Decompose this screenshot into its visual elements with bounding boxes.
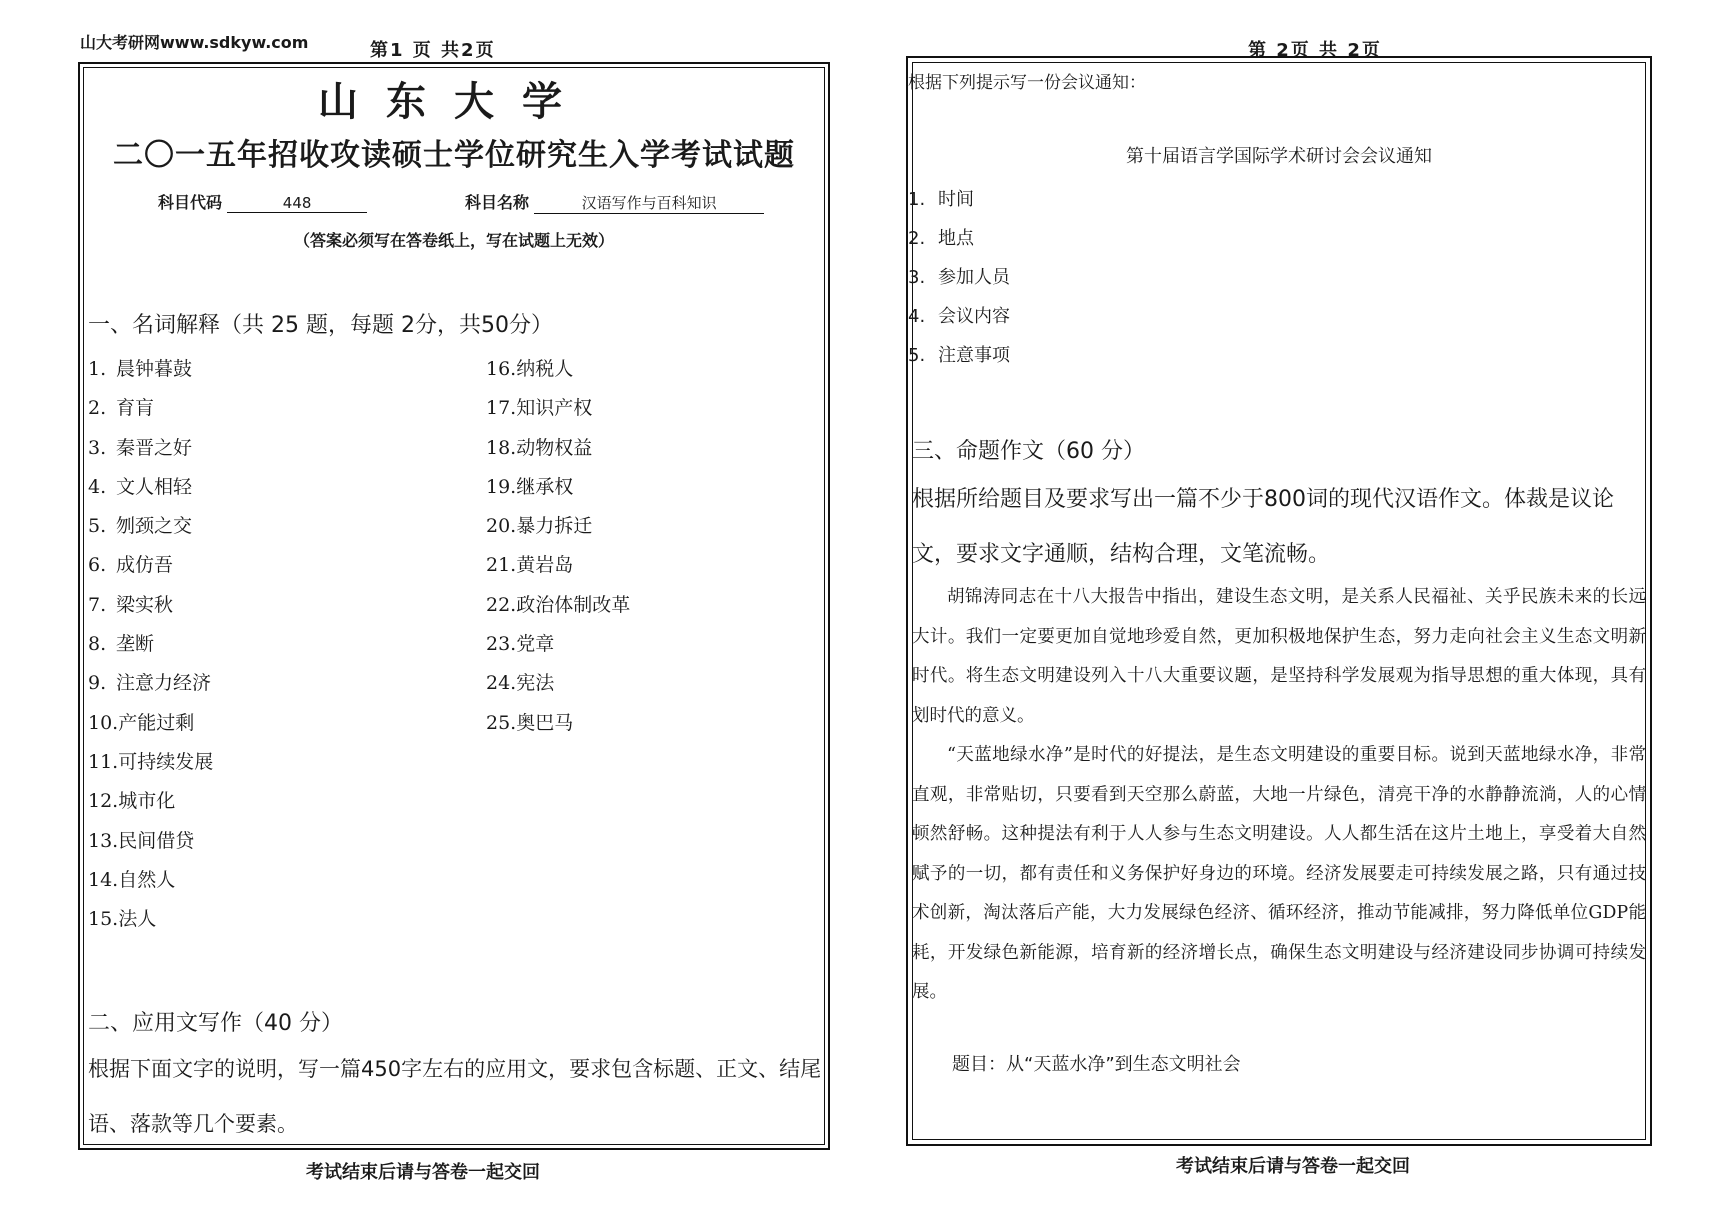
notice-intro: 根据下列提示写一份会议通知：	[908, 73, 1146, 93]
term-item-number: 14.	[88, 868, 119, 891]
subject-name	[465, 190, 764, 214]
term-item-text: 纳税人	[516, 358, 574, 380]
term-item	[486, 429, 630, 468]
term-item-number: 7.	[88, 593, 107, 616]
term-item-text: 民间借贷	[118, 829, 195, 852]
term-item	[88, 782, 213, 821]
term-item	[486, 350, 630, 389]
term-item-number: 12.	[88, 790, 119, 813]
notice-item-number: 5.	[908, 345, 926, 366]
term-item	[486, 507, 630, 546]
term-item-number: 22.	[486, 593, 517, 616]
term-item-number: 16.	[486, 358, 517, 380]
term-item-number: 4.	[88, 475, 107, 498]
notice-item-text: 会议内容	[938, 306, 1010, 327]
term-item-text: 暴力拆迁	[516, 515, 593, 538]
term-item	[88, 429, 213, 468]
term-item-text: 知识产权	[516, 397, 593, 420]
essay-topic: 题目：从“天蓝水净”到生态文明社会	[952, 1054, 1241, 1075]
section2-heading: 二、应用文写作（40 分）	[88, 1011, 343, 1036]
term-item	[486, 704, 630, 743]
exam-title: 二〇一五年招收攻读硕士学位研究生入学考试试题	[113, 138, 795, 173]
term-item-text: 成仿吾	[116, 554, 174, 577]
term-item	[88, 625, 213, 664]
term-item	[486, 664, 630, 703]
subject-name-label: 科目名称	[465, 193, 530, 212]
notice-item-text: 地点	[938, 228, 974, 249]
answer-notice: （答案必须写在答卷纸上，写在试题上无效）	[293, 231, 614, 250]
term-item-number: 19.	[486, 475, 517, 498]
term-item-text: 晨钟暮鼓	[116, 358, 193, 380]
term-item	[88, 389, 213, 428]
notice-item	[908, 219, 1010, 258]
essay-material-paragraph-1: 胡锦涛同志在十八大报告中指出，建设生态文明，是关系人民福祉、关乎民族未来的长远大计。我们一定要更加自觉地珍爱自然，更加积极地保护生态，努力走向社会主义生态文明新时代。将生态文明建设列入十八大重要议题，是坚持科学发展观为指导思想的重大体现，具有划时代的意义。	[912, 587, 1646, 726]
subject-code-value: 448	[227, 194, 367, 213]
notice-item	[908, 258, 1010, 297]
term-item	[486, 389, 630, 428]
term-item-number: 1.	[88, 358, 107, 380]
term-item-number: 2.	[88, 397, 107, 420]
term-item	[486, 586, 630, 625]
term-item-number: 15.	[88, 908, 119, 931]
term-item	[88, 468, 213, 507]
page-number-2: 第 2页 共 2页	[1248, 40, 1382, 61]
term-item-number: 25.	[486, 711, 517, 734]
site-watermark: 山大考研网www.sdkyw.com	[80, 33, 309, 52]
notice-item-number: 3.	[908, 267, 926, 288]
term-item-text: 产能过剩	[118, 711, 195, 734]
term-item	[88, 822, 213, 861]
section3-heading: 三、命题作文（60 分）	[912, 439, 1145, 464]
term-item-text: 垄断	[116, 633, 155, 656]
terms-column-2	[486, 350, 630, 743]
term-item	[88, 743, 213, 782]
term-item-number: 3.	[88, 436, 107, 459]
section1-heading: 一、名词解释（共 25 题，每题 2分，共50分）	[88, 313, 553, 338]
term-item-number: 24.	[486, 672, 517, 695]
term-item-text: 法人	[118, 908, 157, 931]
subject-code-label: 科目代码	[158, 193, 223, 212]
notice-item-number: 2.	[908, 228, 926, 249]
term-item	[88, 704, 213, 743]
term-item	[88, 507, 213, 546]
term-item	[88, 546, 213, 585]
page1-footer: 考试结束后请与答卷一起交回	[306, 1162, 540, 1183]
term-item	[88, 350, 213, 389]
notice-item-text: 注意事项	[938, 345, 1010, 366]
notice-item	[908, 336, 1010, 375]
term-item-number: 20.	[486, 515, 517, 538]
term-item-text: 文人相轻	[116, 475, 193, 498]
term-item-number: 13.	[88, 829, 119, 852]
term-item-text: 育肓	[116, 397, 155, 420]
term-item	[88, 664, 213, 703]
term-item-text: 继承权	[516, 475, 574, 498]
term-item-text: 城市化	[118, 790, 176, 813]
section2-instructions: 根据下面文字的说明，写一篇450字左右的应用文，要求包含标题、正文、结尾语、落款等几个要素。	[88, 1057, 822, 1136]
term-item-number: 17.	[486, 397, 517, 420]
term-item-text: 可持续发展	[118, 750, 214, 773]
notice-item-text: 时间	[938, 189, 974, 210]
term-item-number: 8.	[88, 633, 107, 656]
term-item-number: 21.	[486, 554, 517, 577]
term-item-text: 黄岩岛	[516, 554, 574, 577]
term-item-text: 政治体制改革	[516, 593, 631, 616]
notice-item-text: 参加人员	[938, 267, 1010, 288]
page-number-1: 第1 页 共2页	[370, 40, 496, 61]
term-item	[486, 625, 630, 664]
term-item-text: 奥巴马	[516, 711, 574, 734]
notice-item	[908, 180, 1010, 219]
term-item	[88, 861, 213, 900]
notice-item-number: 4.	[908, 306, 926, 327]
term-item	[88, 586, 213, 625]
notice-item-number: 1.	[908, 189, 926, 210]
term-item-number: 18.	[486, 436, 517, 459]
term-item	[88, 900, 213, 939]
term-item-number: 5.	[88, 515, 107, 538]
term-item-text: 动物权益	[516, 436, 593, 459]
term-item-text: 党章	[516, 633, 555, 656]
term-item-number: 23.	[486, 633, 517, 656]
notice-item	[908, 297, 1010, 336]
term-item-text: 秦晋之好	[116, 436, 193, 459]
section3-instructions: 根据所给题目及要求写出一篇不少于800词的现代汉语作文。体裁是议论文，要求文字通顺，结构合理，文笔流畅。	[912, 487, 1614, 567]
term-item-text: 宪法	[516, 672, 555, 695]
term-item-number: 11.	[88, 750, 119, 773]
page2-footer: 考试结束后请与答卷一起交回	[1176, 1156, 1410, 1177]
term-item-text: 刎颈之交	[116, 515, 193, 538]
university-name: 山东大学	[318, 78, 590, 125]
term-item	[486, 546, 630, 585]
term-item-text: 梁实秋	[116, 593, 174, 616]
term-item-number: 9.	[88, 672, 107, 695]
essay-material-paragraph-2: “天蓝地绿水净”是时代的好提法，是生态文明建设的重要目标。说到天蓝地绿水净，非常直观，非常贴切，只要看到天空那么蔚蓝，大地一片绿色，清亮干净的水静静流淌，人的心情顿然舒畅。这种提法有利于人人参与生态文明建设。人人都生活在这片土地上，享受着大自然赋予的一切，都有责任和义务保护好身边的环境。经济发展要走可持续发展之路，只有通过技术创新，淘汰落后产能，大力发展绿色经济、循环经济，推动节能减排，努力降低单位GDP能耗，开发绿色新能源，培育新的经济增长点，确保生态文明建设与经济建设同步协调可持续发展。	[912, 745, 1646, 1002]
conference-title: 第十届语言学国际学术研讨会会议通知	[1126, 146, 1432, 167]
term-item-number: 10.	[88, 711, 119, 734]
terms-column-1	[88, 350, 213, 939]
term-item-text: 自然人	[118, 868, 176, 891]
subject-code	[158, 190, 367, 213]
term-item-text: 注意力经济	[116, 672, 212, 695]
notice-items	[908, 180, 1010, 375]
term-item	[486, 468, 630, 507]
subject-name-value: 汉语写作与百科知识	[534, 192, 764, 214]
term-item-number: 6.	[88, 554, 107, 577]
